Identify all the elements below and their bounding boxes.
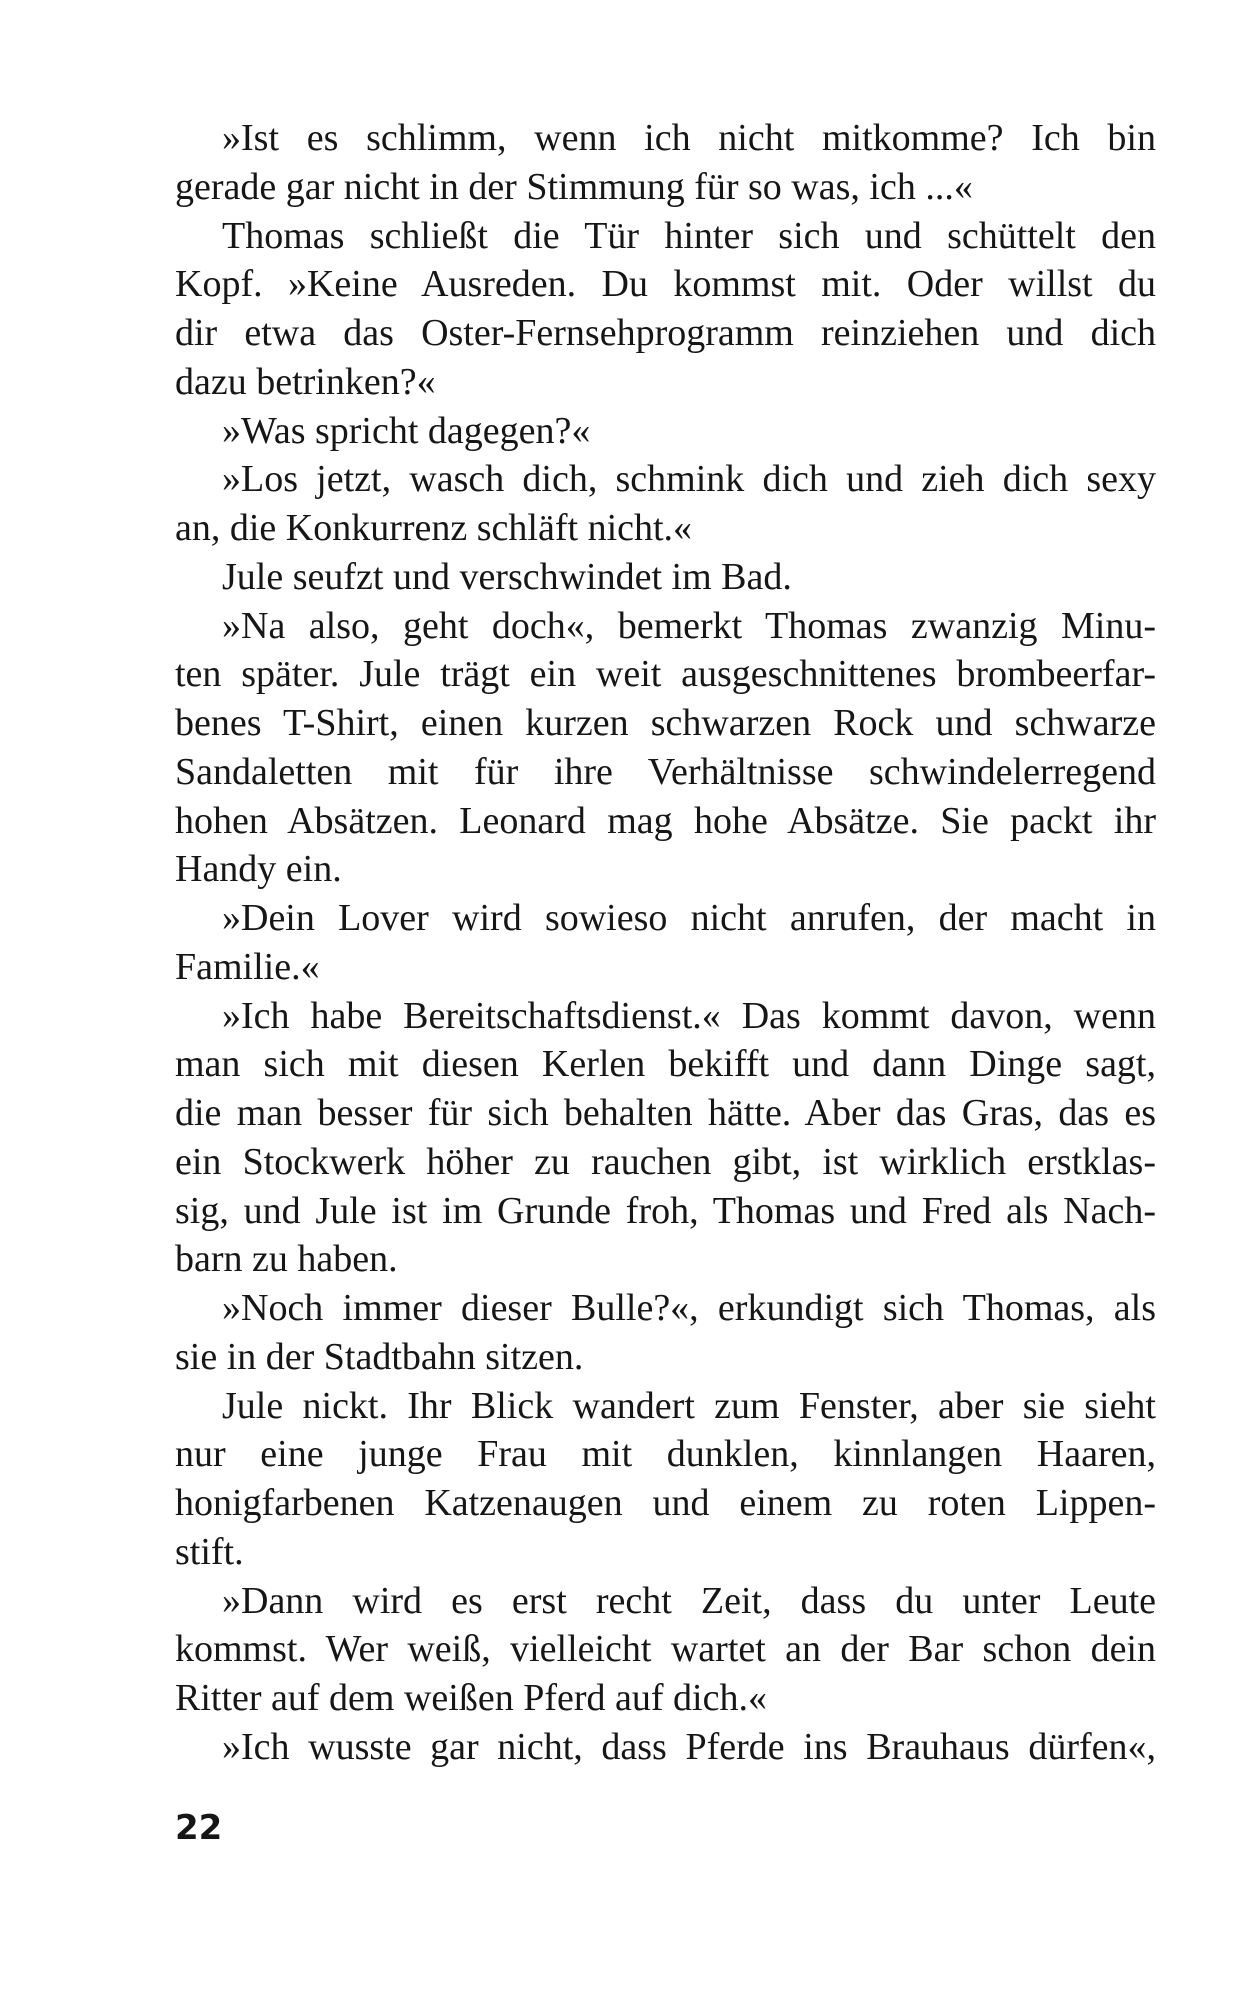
text-line: Kopf. »Keine Ausreden. Du kommst mit. Oder willst du xyxy=(175,263,1156,306)
text-line: »Ich habe Bereitschaftsdienst.« Das kommt davon, wenn xyxy=(222,994,1156,1037)
text-line: Ritter auf dem weißen Pferd auf dich.« xyxy=(175,1677,767,1719)
text-line: sig, und Jule ist im Grunde froh, Thomas und Fred als Nach- xyxy=(175,1189,1156,1232)
text-line: »Dann wird es erst recht Zeit, dass du unter Leute xyxy=(222,1579,1156,1622)
text-line: Handy ein. xyxy=(175,848,342,891)
text-line: »Ich wusste gar nicht, dass Pferde ins Brauhaus dürfen«, xyxy=(222,1725,1156,1768)
text-line: »Ist es schlimm, wenn ich nicht mitkomme? Ich bin xyxy=(222,117,1156,159)
text-line: honigfarbenen Katzenaugen und einem zu roten Lippen- xyxy=(175,1482,1156,1524)
text-line: die man besser für sich behalten hätte. Aber das Gras, das es xyxy=(175,1092,1156,1134)
text-line: stift. xyxy=(175,1530,244,1573)
text-line: »Los jetzt, wasch dich, schmink dich und zieh dich sexy xyxy=(222,458,1156,501)
text-line: hohen Absätzen. Leonard mag hohe Absätze. Sie packt ihr xyxy=(175,799,1156,842)
text-line: Thomas schließt die Tür hinter sich und schüttelt den xyxy=(222,214,1156,257)
text-line: »Na also, geht doch«, bemerkt Thomas zwanzig Minu- xyxy=(222,604,1156,647)
text-line: dir etwa das Oster-Fernsehprogramm reinziehen und dich xyxy=(175,312,1156,354)
text-line: nur eine junge Frau mit dunklen, kinnlangen Haaren, xyxy=(175,1433,1156,1476)
text-line: sie in der Stadtbahn sitzen. xyxy=(175,1335,584,1378)
text-line: Familie.« xyxy=(175,945,320,988)
text-line: Jule seufzt und verschwindet im Bad. xyxy=(222,555,792,598)
text-line: an, die Konkurrenz schläft nicht.« xyxy=(175,507,693,549)
text-line: »Dein Lover wird sowieso nicht anrufen, der macht in xyxy=(222,897,1156,939)
body-text xyxy=(175,114,1156,1772)
text-line: Jule nickt. Ihr Blick wandert zum Fenster, aber sie sieht xyxy=(222,1384,1156,1427)
text-line: barn zu haben. xyxy=(175,1238,398,1281)
text-line: man sich mit diesen Kerlen bekifft und dann Dinge sagt, xyxy=(175,1043,1156,1086)
text-line: »Was spricht dagegen?« xyxy=(222,409,591,452)
text-line: »Noch immer dieser Bulle?«, erkundigt sich Thomas, als xyxy=(222,1287,1156,1329)
text-line: dazu betrinken?« xyxy=(175,360,436,403)
text-line: ein Stockwerk höher zu rauchen gibt, ist wirklich erstklas- xyxy=(175,1140,1156,1183)
text-line: benes T-Shirt, einen kurzen schwarzen Rock und schwarze xyxy=(175,702,1156,744)
text-line: gerade gar nicht in der Stimmung für so was, ich ...« xyxy=(175,165,973,208)
text-line: kommst. Wer weiß, vielleicht wartet an der Bar schon dein xyxy=(175,1628,1156,1671)
text-line: ten später. Jule trägt ein weit ausgeschnittenes brombeerfar- xyxy=(175,653,1156,696)
page-number: 22 xyxy=(175,1808,223,1848)
text-line: Sandaletten mit für ihre Verhältnisse schwindelerregend xyxy=(175,750,1156,793)
